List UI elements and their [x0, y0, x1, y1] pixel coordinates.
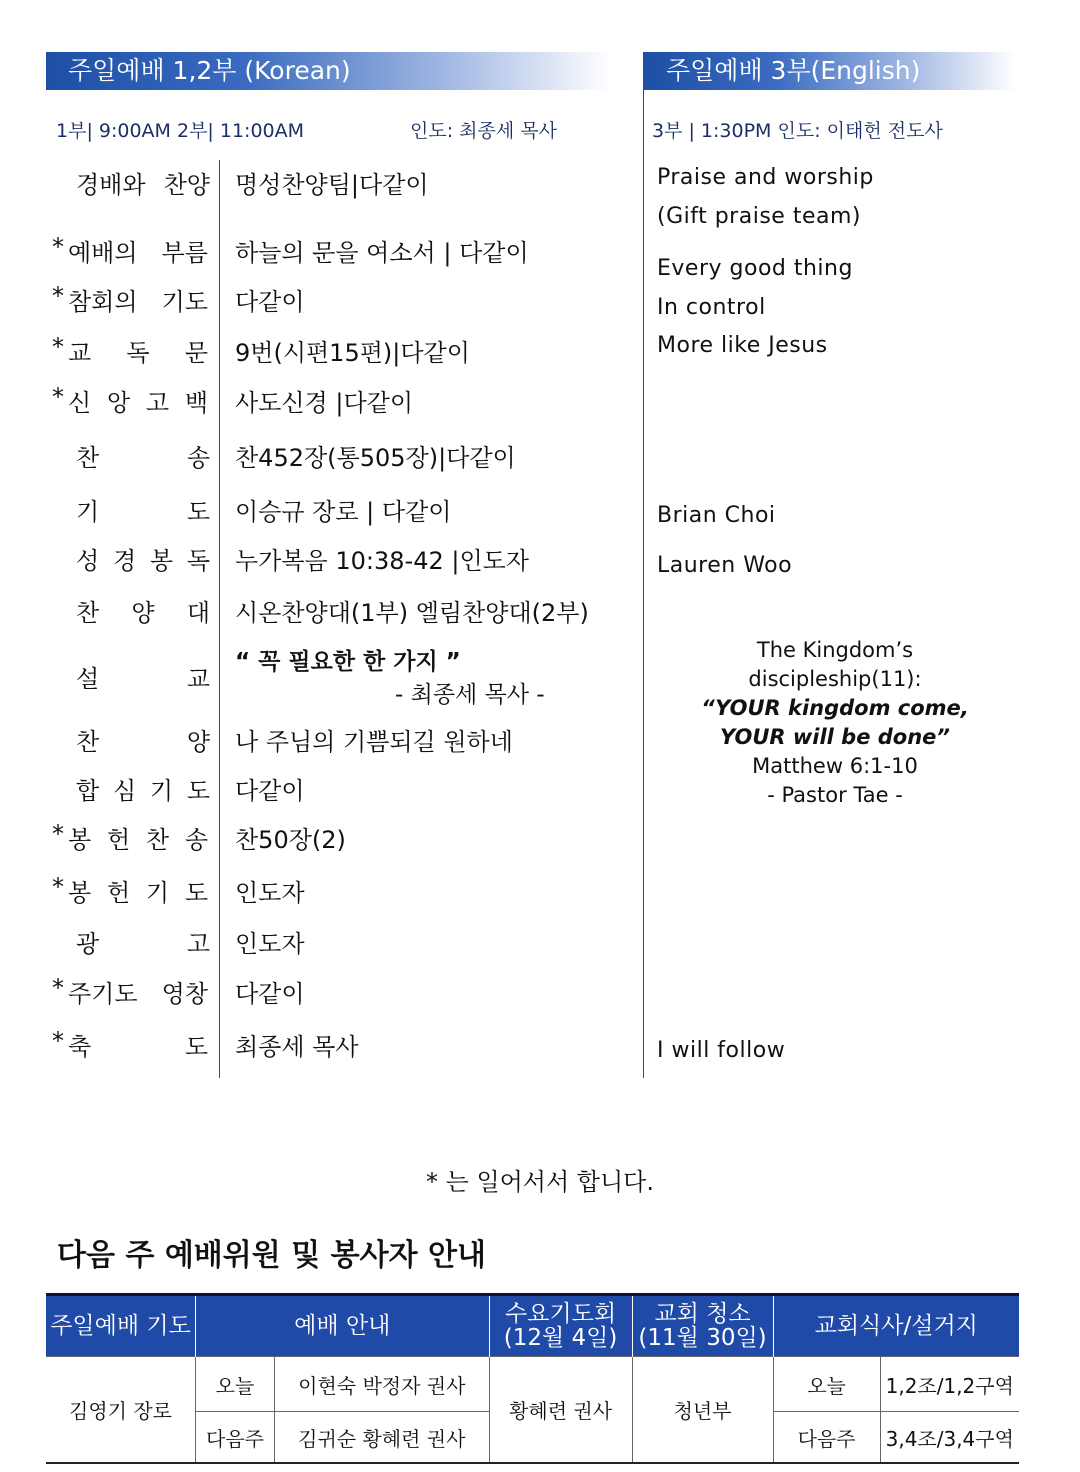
meal-next: 3,4조/3,4구역: [880, 1412, 1019, 1464]
worship-order-label-part: 광: [76, 930, 100, 958]
worship-order-row: [50, 492, 610, 532]
guide-today: 이현숙 박정자 권사: [275, 1357, 490, 1412]
worship-order-row: [50, 282, 610, 322]
worship-order-label-part: 문: [184, 339, 208, 367]
worship-order-label-part: 헌: [106, 879, 131, 907]
worship-order-label-part: 기도: [161, 288, 208, 316]
worship-order-label: [54, 974, 208, 1009]
sermon-quote-line-1: “YOUR kingdom come,: [701, 696, 969, 720]
worship-order-value: 사도신경 |다같이: [235, 389, 414, 417]
worship-order-label-part: 찬양: [163, 171, 210, 199]
wednesday-leader: 황혜련 권사: [489, 1357, 632, 1464]
worship-order-label-part: 고: [145, 389, 170, 417]
worship-order-label-part: 도: [186, 498, 210, 526]
worship-order-value: 다같이: [235, 980, 305, 1008]
standing-mark: *: [52, 282, 64, 310]
english-song-2: In control: [657, 295, 766, 320]
standing-mark: *: [52, 233, 64, 261]
worship-order-label-part: 찬: [76, 728, 100, 756]
worship-order-label-part: 도: [184, 879, 208, 907]
worship-order-value: 나 주님의 기쁨되길 원하네: [235, 728, 513, 756]
worship-order-label-part: 양: [131, 599, 155, 627]
worship-order-label-part: 기: [145, 879, 170, 907]
worship-order-label: [54, 233, 208, 268]
worship-order-label-part: 송: [186, 444, 210, 472]
english-reading: Lauren Woo: [657, 553, 793, 578]
cleaning-team: 청년부: [632, 1357, 773, 1464]
worship-order-label-part: 봉: [68, 879, 92, 907]
korean-service-times: 1부| 9:00AM 2부| 11:00AM: [56, 120, 305, 142]
worship-order-value: “ 꼭 필요한 한 가지 ”: [235, 649, 461, 675]
worship-order-label-part: 송: [184, 826, 208, 854]
worship-order-row: [50, 233, 610, 273]
worship-order-value: 9번(시편15편)|다같이: [235, 339, 470, 367]
worship-order-label-part: 참회의: [68, 288, 138, 316]
meal-next-label: 다음주: [773, 1412, 880, 1464]
worship-order-row: [50, 771, 610, 811]
worship-order-label-part: 고: [186, 930, 210, 958]
worship-order-row: [50, 165, 610, 205]
worship-order-row: [50, 873, 610, 913]
standing-mark: *: [52, 873, 64, 901]
sermon-quote-line-2: YOUR will be done”: [720, 725, 950, 749]
worship-order-value: 시온찬양대(1부) 엘림찬양대(2부): [235, 599, 589, 627]
worship-order-label-part: 교: [186, 665, 210, 693]
worship-order-label-part: 축: [68, 1033, 92, 1061]
guide-today-label: 오늘: [196, 1357, 275, 1412]
worship-order-label-part: 기: [149, 777, 174, 805]
worship-order-label: [56, 438, 210, 473]
english-song-3: More like Jesus: [657, 333, 828, 358]
korean-service-header: 주일예배 1,2부 (Korean): [46, 52, 612, 90]
worship-order-row: [50, 438, 610, 478]
english-service-subheader: 3부 | 1:30PM 인도: 이태헌 전도사: [652, 120, 943, 142]
worship-order-label-part: 독: [186, 547, 210, 575]
sermon-preacher: - 최종세 목사 -: [395, 682, 545, 708]
worship-order-label-part: 설: [76, 665, 100, 693]
worship-order-row: [50, 722, 610, 762]
worship-order-label-part: 독: [126, 339, 150, 367]
worship-order-row: [50, 593, 610, 633]
sermon-scripture: Matthew 6:1-10: [752, 754, 918, 778]
worship-order-label-part: 성: [76, 547, 100, 575]
worship-order-label-part: 부름: [161, 239, 208, 267]
worship-order-row: [50, 924, 610, 964]
standing-mark: *: [52, 383, 64, 411]
worship-order-label-part: 도: [184, 1033, 208, 1061]
worship-order-row: [50, 333, 610, 373]
standing-mark: *: [52, 1027, 64, 1055]
english-sermon: [690, 636, 980, 810]
worship-order-row: [50, 643, 610, 708]
worship-order-label-part: 기: [76, 498, 100, 526]
worship-order-label: [54, 383, 208, 418]
worship-order-label-part: 찬: [76, 599, 100, 627]
guide-next-label: 다음주: [196, 1412, 275, 1464]
worship-order-label-part: 경배와: [76, 171, 146, 199]
worship-order-value: 인도자: [235, 930, 305, 958]
worship-order-row: [50, 820, 610, 860]
worship-order-label: [54, 873, 208, 908]
english-header-left-edge: [643, 52, 644, 90]
worship-order-value: 이승규 장로 | 다같이: [235, 498, 452, 526]
worship-order-label: [56, 593, 210, 628]
worship-order-label-part: 양: [186, 728, 210, 756]
worship-order-row: [50, 1027, 610, 1067]
english-praise-title: Praise and worship: [657, 165, 874, 190]
header-church-meal: 교회식사/설거지: [773, 1295, 1019, 1357]
meal-today: 1,2조/1,2구역: [880, 1357, 1019, 1412]
worship-order-label: [54, 282, 208, 317]
sermon-pastor: - Pastor Tae -: [767, 783, 903, 807]
worship-order-label-part: 찬: [145, 826, 170, 854]
worship-order-label-part: 백: [184, 389, 208, 417]
worship-order-value: 찬50장(2): [235, 826, 346, 854]
worship-order-label-part: 합: [76, 777, 100, 805]
worship-order-label-part: 영창: [161, 980, 208, 1008]
worship-order-label-part: 봉: [149, 547, 174, 575]
worship-order-value: 하늘의 문을 여소서 | 다같이: [235, 239, 529, 267]
english-praise-team: (Gift praise team): [657, 204, 861, 229]
worship-order-label: [56, 541, 210, 576]
worship-order-label-part: 예배의: [68, 239, 138, 267]
prayer-leader: 김영기 장로: [46, 1357, 196, 1464]
worship-order-row: [50, 541, 610, 581]
worship-order-label-part: 도: [186, 777, 210, 805]
worship-order-label-part: 교: [68, 339, 92, 367]
worship-order-label-part: 대: [186, 599, 210, 627]
worship-order-label-part: 앙: [106, 389, 131, 417]
worship-order-label: [56, 771, 210, 806]
english-service-header: 주일예배 3부(English): [644, 52, 1016, 90]
worship-order-value: 다같이: [235, 288, 305, 316]
worship-order-value: 찬452장(통505장)|다같이: [235, 444, 516, 472]
guide-next: 김귀순 황혜련 권사: [275, 1412, 490, 1464]
english-song-1: Every good thing: [657, 256, 853, 281]
header-sunday-prayer: 주일예배 기도: [46, 1295, 196, 1357]
worship-order-row: [50, 383, 610, 423]
worship-order-label-part: 봉: [68, 826, 92, 854]
standing-mark: *: [52, 820, 64, 848]
english-column-divider: [643, 90, 644, 1078]
sermon-title-line-2: discipleship(11):: [748, 667, 922, 691]
worship-order-label-part: 경: [112, 547, 137, 575]
standing-footnote: * 는 일어서서 합니다.: [426, 1168, 654, 1196]
sermon-title-line-1: The Kingdom’s: [756, 638, 914, 662]
worship-order-label-part: 심: [112, 777, 137, 805]
standing-mark: *: [52, 974, 64, 1002]
header-worship-guide: 예배 안내: [196, 1295, 490, 1357]
worship-order-label-part: 찬: [76, 444, 100, 472]
english-closing-song: I will follow: [657, 1038, 786, 1063]
meal-today-label: 오늘: [773, 1357, 880, 1412]
worship-order-label-part: 헌: [106, 826, 131, 854]
header-wednesday-prayer: 수요기도회 (12월 4일): [489, 1295, 632, 1357]
header-church-cleaning: 교회 청소 (11월 30일): [632, 1295, 773, 1357]
worship-order-label-part: 주기도: [68, 980, 138, 1008]
worship-order-row: [50, 974, 610, 1014]
worship-order-value: 명성찬양팀|다같이: [235, 171, 429, 199]
worship-order-label: [54, 333, 208, 368]
next-week-title: 다음 주 예배위원 및 봉사자 안내: [57, 1238, 486, 1273]
worship-order-label: [56, 165, 210, 200]
worship-order-label-part: 신: [68, 389, 92, 417]
korean-service-leader: 인도: 최종세 목사: [410, 120, 557, 142]
worship-order-value: 누가복음 10:38-42 |인도자: [235, 547, 529, 575]
worship-order-label: [56, 722, 210, 757]
worship-order-value: 최종세 목사: [235, 1033, 359, 1061]
worship-order-value: 인도자: [235, 879, 305, 907]
worship-order-label: [56, 492, 210, 527]
worship-order-label: [56, 659, 210, 694]
standing-mark: *: [52, 333, 64, 361]
next-week-duty-table: [46, 1293, 1019, 1464]
worship-order-label: [56, 924, 210, 959]
worship-order-value: 다같이: [235, 777, 305, 805]
worship-order-label: [54, 1027, 208, 1062]
worship-order-label: [54, 820, 208, 855]
english-prayer: Brian Choi: [657, 503, 776, 528]
